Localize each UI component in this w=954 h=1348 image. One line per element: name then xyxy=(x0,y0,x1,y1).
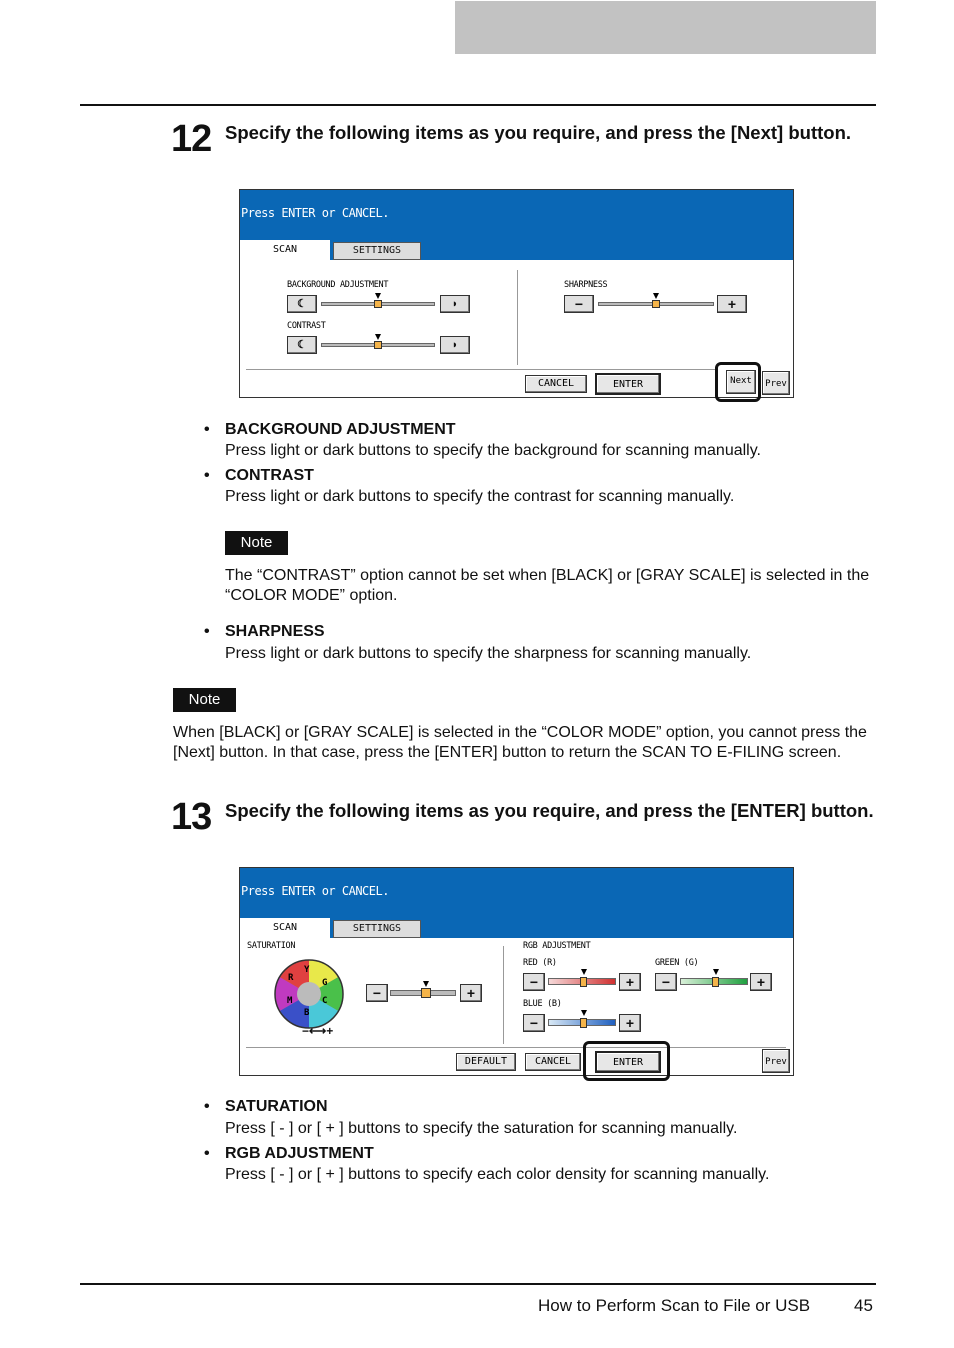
background-slider[interactable] xyxy=(321,302,435,306)
next-highlight xyxy=(715,362,761,402)
cancel-button[interactable]: CANCEL xyxy=(525,375,587,393)
bullet-saturation-text: Press [ - ] or [ + ] buttons to specify the saturation for scanning manually. xyxy=(225,1120,738,1137)
horizontal-divider xyxy=(246,1047,786,1048)
bullet-sharpness-text: Press light or dark buttons to specify the sharpness for scanning manually. xyxy=(225,645,752,662)
plus-icon: + xyxy=(625,1015,635,1031)
screen-message: Press ENTER or CANCEL. xyxy=(241,884,389,898)
light-icon: ☾ xyxy=(297,339,307,351)
saturation-label: SATURATION xyxy=(247,941,296,951)
sharpness-slider[interactable] xyxy=(598,302,714,306)
slider-knob[interactable] xyxy=(580,977,587,987)
slider-knob[interactable] xyxy=(421,988,431,998)
inner-note-badge: Note xyxy=(225,531,288,555)
prev-button[interactable]: Prev xyxy=(762,371,790,395)
enter-button[interactable]: ENTER xyxy=(595,1051,661,1073)
blue-slider[interactable] xyxy=(548,1019,616,1026)
minus-icon: − xyxy=(574,296,584,312)
red-slider[interactable] xyxy=(548,978,616,985)
pointer-icon xyxy=(713,969,719,975)
bullet-background-adjustment-title: • BACKGROUND ADJUSTMENT xyxy=(225,421,456,439)
bullet-rgb-adjustment-text: Press [ - ] or [ + ] buttons to specify each color density for scanning manually. xyxy=(225,1166,770,1183)
wheel-m: M xyxy=(287,996,293,1006)
wheel-g: G xyxy=(322,978,328,988)
bullet-sharpness-title: • SHARPNESS xyxy=(225,623,325,641)
minus-icon: − xyxy=(372,985,382,1001)
wheel-b: B xyxy=(304,1008,310,1018)
step-12-screen xyxy=(239,189,794,398)
prev-button[interactable]: Prev xyxy=(762,1049,790,1073)
blue-plus-button[interactable] xyxy=(619,1014,641,1032)
green-plus-button[interactable] xyxy=(750,973,772,991)
tab-scan[interactable]: SCAN xyxy=(240,240,330,260)
horizontal-divider xyxy=(246,369,716,370)
footer-title: How to Perform Scan to File or USB xyxy=(538,1296,811,1315)
blue-minus-button[interactable] xyxy=(523,1014,545,1032)
step-13-title: Specify the following items as you require, and press the [ENTER] button. xyxy=(225,800,874,821)
bullet-saturation-title: • SATURATION xyxy=(225,1098,328,1116)
bottom-rule xyxy=(80,1283,876,1285)
sharpness-label: SHARPNESS xyxy=(564,280,608,290)
minus-icon: − xyxy=(529,1015,539,1031)
wheel-y: Y xyxy=(304,965,310,975)
vertical-divider xyxy=(503,946,504,1044)
step-12-title: Specify the following items as you require, and press the [Next] button. xyxy=(225,122,852,143)
red-label: RED (R) xyxy=(523,958,557,968)
wheel-c: C xyxy=(322,996,328,1006)
outer-note-badge: Note xyxy=(173,688,236,712)
page-number: 45 xyxy=(854,1296,873,1315)
pointer-icon xyxy=(581,969,587,975)
bullet-background-adjustment-text: Press light or dark buttons to specify the background for scanning manually. xyxy=(225,442,761,459)
tab-scan[interactable]: SCAN xyxy=(240,918,330,938)
pointer-icon xyxy=(581,1010,587,1016)
vertical-divider xyxy=(517,270,518,365)
light-icon: ☾ xyxy=(297,298,307,310)
red-minus-button[interactable] xyxy=(523,973,545,991)
pointer-icon xyxy=(375,334,381,340)
contrast-slider[interactable] xyxy=(321,343,435,347)
rgb-adjustment-label: RGB ADJUSTMENT xyxy=(523,941,591,951)
red-plus-button[interactable] xyxy=(619,973,641,991)
minus-icon: − xyxy=(529,974,539,990)
pointer-icon xyxy=(375,293,381,299)
tab-settings[interactable]: SETTINGS xyxy=(333,242,421,260)
pointer-icon xyxy=(423,981,429,987)
plus-icon: + xyxy=(625,974,635,990)
next-button[interactable]: Next xyxy=(726,370,756,394)
screen-message: Press ENTER or CANCEL. xyxy=(241,206,389,220)
bullet-rgb-adjustment-title: • RGB ADJUSTMENT xyxy=(225,1145,374,1163)
step-13-screen xyxy=(239,867,794,1076)
sharpness-minus-button[interactable] xyxy=(564,295,594,313)
contrast-dark-button[interactable] xyxy=(440,336,470,354)
contrast-label: CONTRAST xyxy=(287,321,326,331)
tab-settings[interactable]: SETTINGS xyxy=(333,920,421,938)
bullet-contrast-text: Press light or dark buttons to specify the contrast for scanning manually. xyxy=(225,488,735,505)
background-dark-button[interactable] xyxy=(440,295,470,313)
plus-icon: + xyxy=(466,985,476,1001)
saturation-plus-button[interactable] xyxy=(460,984,482,1002)
dark-icon: ◗ xyxy=(451,339,459,351)
top-rule xyxy=(80,104,876,106)
blue-label: BLUE (B) xyxy=(523,999,562,1009)
inner-note-text: The “CONTRAST” option cannot be set when [BLACK] or [GRAY SCALE] is selected in the “COLOR MODE” option. xyxy=(225,567,870,604)
slider-knob[interactable] xyxy=(652,300,660,308)
plus-icon: + xyxy=(727,296,737,312)
background-adjustment-label: BACKGROUND ADJUSTMENT xyxy=(287,280,389,290)
slider-knob[interactable] xyxy=(374,300,382,308)
wheel-r: R xyxy=(288,973,294,983)
contrast-light-button[interactable] xyxy=(287,336,317,354)
green-slider[interactable] xyxy=(680,978,748,985)
green-minus-button[interactable] xyxy=(655,973,677,991)
enter-button[interactable]: ENTER xyxy=(595,373,661,395)
step-13-number: 13 xyxy=(171,796,212,838)
outer-note-text: When [BLACK] or [GRAY SCALE] is selected in the “COLOR MODE” option, you cannot press the [Next] button. In that case, press the [ENTER] button to return the SCAN TO E-FILING screen. xyxy=(173,724,867,761)
slider-knob[interactable] xyxy=(712,977,719,987)
background-light-button[interactable] xyxy=(287,295,317,313)
pointer-icon xyxy=(653,293,659,299)
green-label: GREEN (G) xyxy=(655,958,699,968)
sharpness-plus-button[interactable] xyxy=(717,295,747,313)
saturation-slider[interactable] xyxy=(390,990,456,996)
minus-icon: − xyxy=(661,974,671,990)
plus-icon: + xyxy=(756,974,766,990)
bullet-contrast-title: • CONTRAST xyxy=(225,467,314,485)
default-button[interactable]: DEFAULT xyxy=(456,1053,516,1071)
step-12-number: 12 xyxy=(171,118,212,160)
minus-arrow-plus-icon: −⟷+ xyxy=(302,1024,334,1038)
dark-icon: ◗ xyxy=(451,298,459,310)
slider-knob[interactable] xyxy=(374,341,382,349)
saturation-minus-button[interactable] xyxy=(366,984,388,1002)
header-bar xyxy=(455,1,876,54)
enter-highlight xyxy=(583,1041,670,1081)
slider-knob[interactable] xyxy=(580,1018,587,1028)
cancel-button[interactable]: CANCEL xyxy=(525,1053,581,1071)
